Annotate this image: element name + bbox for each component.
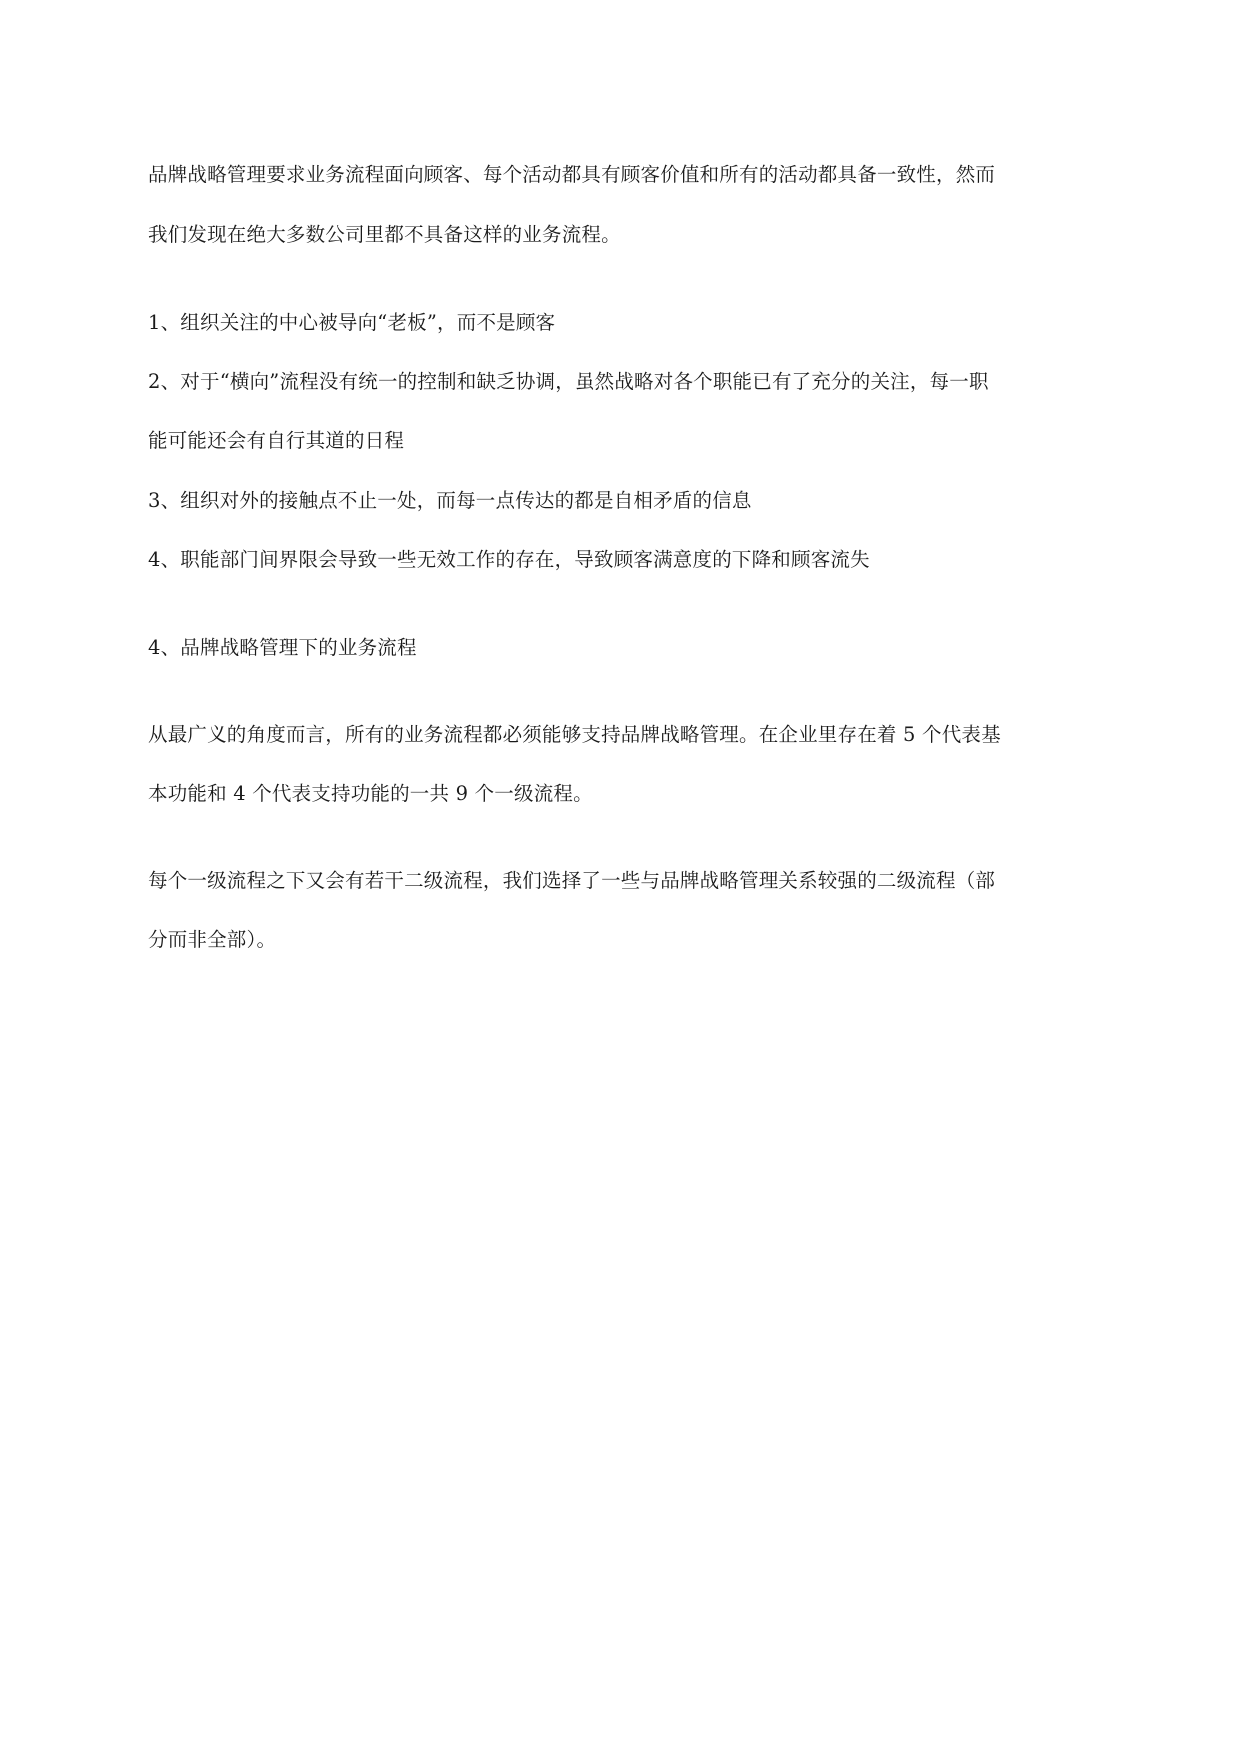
secondary-paragraph-line-2: 分而非全部）。	[148, 928, 277, 951]
processes-paragraph-line-2: 本功能和 4 个代表支持功能的一共 9 个一级流程。	[148, 782, 593, 805]
processes-paragraph-line-1: 从最广义的角度而言，所有的业务流程都必须能够支持品牌战略管理。在企业里存在着 5 个代表基	[148, 723, 1001, 746]
list-item-1: 1、组织关注的中心被导向“老板”，而不是顾客	[148, 311, 556, 334]
list-item-3: 3、组织对外的接触点不止一处，而每一点传达的都是自相矛盾的信息	[148, 489, 752, 512]
intro-paragraph-line-2: 我们发现在绝大多数公司里都不具备这样的业务流程。	[148, 223, 621, 246]
intro-paragraph-line-1: 品牌战略管理要求业务流程面向顾客、每个活动都具有顾客价值和所有的活动都具备一致性，然而	[148, 163, 996, 186]
secondary-paragraph-line-1: 每个一级流程之下又会有若干二级流程，我们选择了一些与品牌战略管理关系较强的二级流程（部	[148, 869, 996, 892]
list-item-4: 4、职能部门间界限会导致一些无效工作的存在，导致顾客满意度的下降和顾客流失	[148, 548, 870, 571]
list-item-2-line-2: 能可能还会有自行其道的日程	[148, 429, 405, 452]
section-heading: 4、品牌战略管理下的业务流程	[148, 636, 417, 659]
list-item-2-line-1: 2、对于“横向”流程没有统一的控制和缺乏协调，虽然战略对各个职能已有了充分的关注，每一职	[148, 370, 989, 393]
